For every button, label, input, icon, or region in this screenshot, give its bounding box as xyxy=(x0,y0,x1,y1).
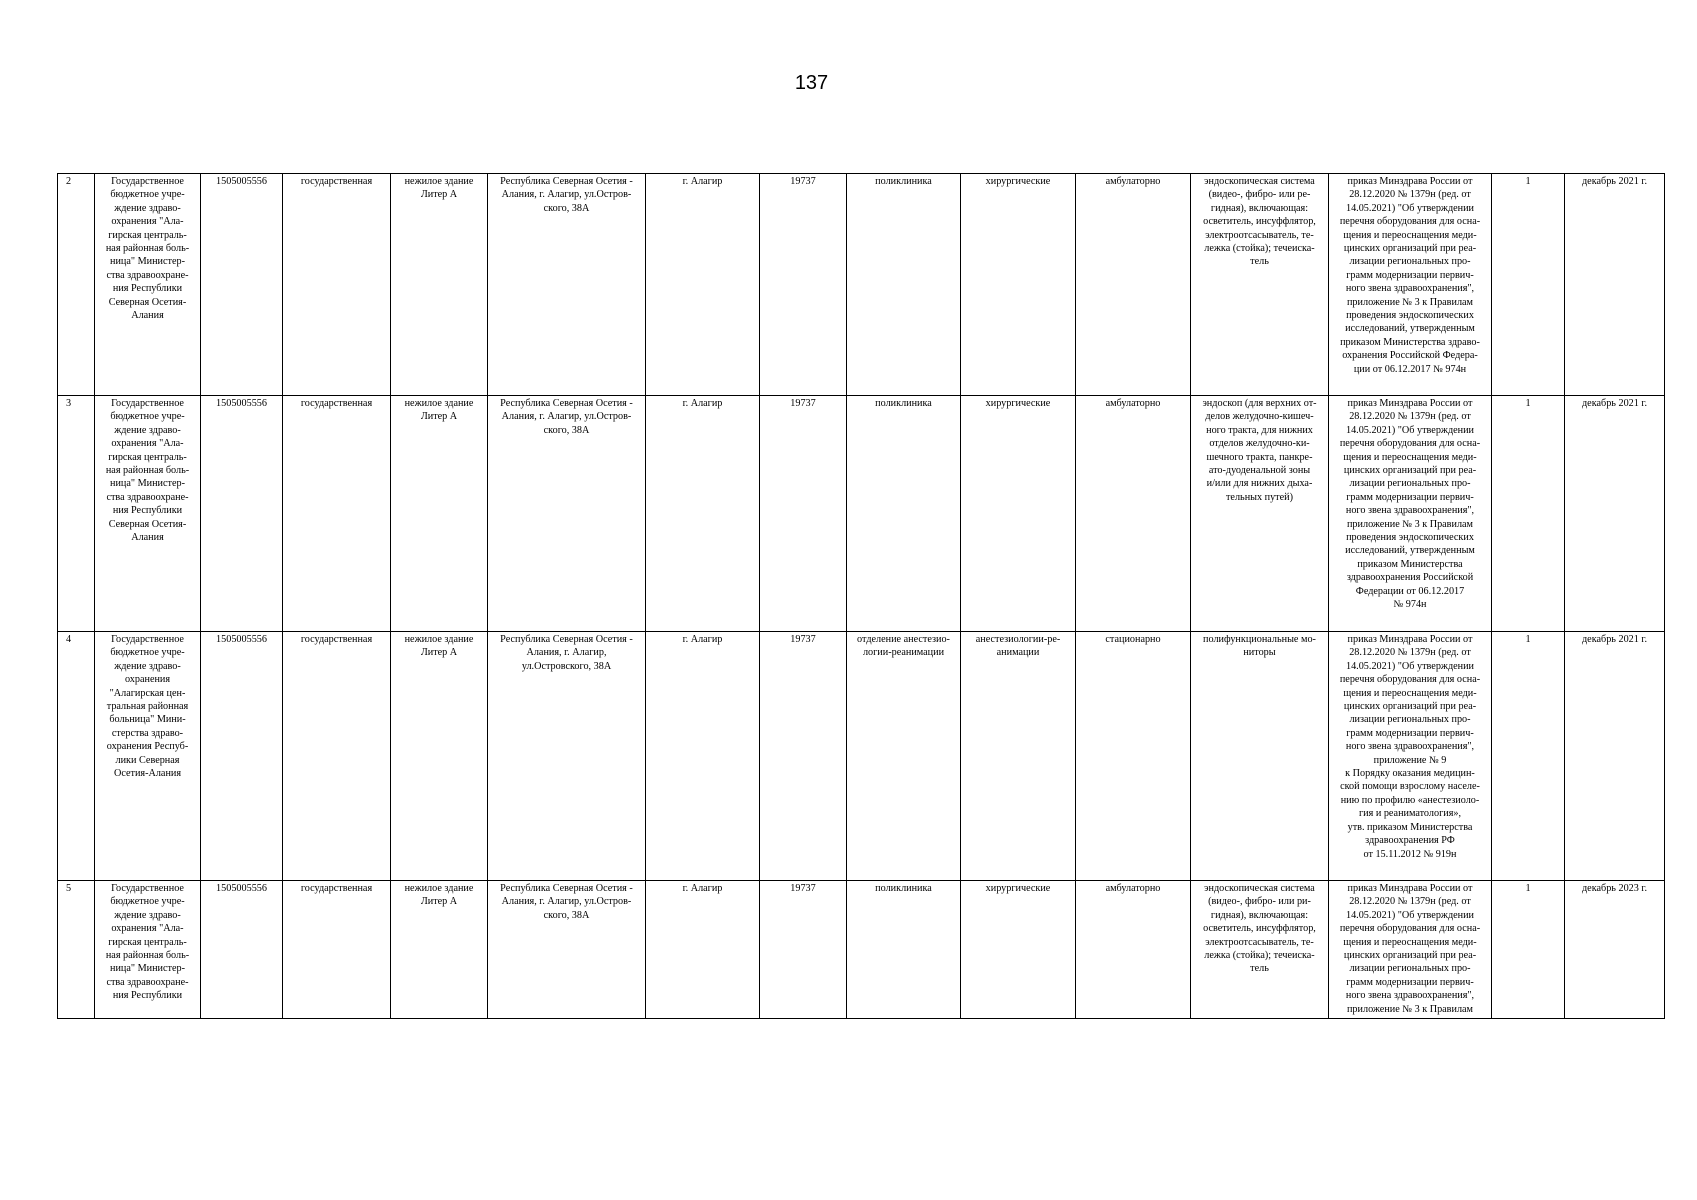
settlement-cell: г. Алагир xyxy=(646,396,760,632)
basis-cell: приказ Минздрава России от 28.12.2020 № 1379н (ред. от 14.05.2021) "Об утверждении перечня оборудования для осна- щения и переоснащения меди- цинских организаций при реа- лизации региональных про- грамм модернизации первич- ного звена здравоохранения", приложение № 3 к Правилам проведения эндоскопических исследований, утвержденным приказом Министерства здравоохранения Российской Федерации от 06.12.2017 № 974н xyxy=(1329,396,1492,632)
unit-cell: отделение анестезио- логии-реанимации xyxy=(847,632,961,881)
address-cell: Республика Северная Осетия - Алания, г. Алагир, ул.Остров- ского, 38А xyxy=(488,881,646,1019)
row-number-cell: 5 xyxy=(58,881,95,1019)
settlement-cell: г. Алагир xyxy=(646,881,760,1019)
organization-cell: Государственное бюджетное учре- ждение здраво- охранения "Ала- гирская централь- ная районная боль- ница" Министер- ства здравоохране- ния Республики Северная Осетия- Алания xyxy=(95,174,201,396)
organization-cell: Государственное бюджетное учре- ждение здраво- охранения "Ала- гирская централь- ная районная боль- ница" Министер- ства здравоохране- ния Республики Северная Осетия- Алания xyxy=(95,396,201,632)
quantity-cell: 1 xyxy=(1492,174,1565,396)
address-cell: Республика Северная Осетия - Алания, г. Алагир, ул.Островского, 38А xyxy=(488,632,646,881)
building-cell: нежилое здание Литер А xyxy=(391,632,488,881)
settlement-cell: г. Алагир xyxy=(646,174,760,396)
table-row xyxy=(58,396,1665,632)
deadline-cell: декабрь 2021 г. xyxy=(1565,396,1665,632)
ownership-cell: государственная xyxy=(283,396,391,632)
quantity-cell: 1 xyxy=(1492,396,1565,632)
basis-cell: приказ Минздрава России от 28.12.2020 № 1379н (ред. от 14.05.2021) "Об утверждении перечня оборудования для осна- щения и переоснащения меди- цинских организаций при реа- лизации региональных про- грамм модернизации первич- ного звена здравоохранения", приложение № 9 к Порядку оказания медицин- ской помощи взрослому населе- нию по профилю «анестезиоло- гия и реаниматология», утв. приказом Министерства здравоохранения РФ от 15.11.2012 № 919н xyxy=(1329,632,1492,881)
building-cell: нежилое здание Литер А xyxy=(391,396,488,632)
population-cell: 19737 xyxy=(760,174,847,396)
care-form-cell: амбулаторно xyxy=(1076,396,1191,632)
table-row xyxy=(58,174,1665,396)
settlement-cell: г. Алагир xyxy=(646,632,760,881)
address-cell: Республика Северная Осетия - Алания, г. Алагир, ул.Остров- ского, 38А xyxy=(488,174,646,396)
equipment-cell: эндоскопическая система (видео-, фибро- или ре- гидная), включающая: осветитель, инсуффлятор, электроотсасыватель, те- лежка (стойка); течеиска- тель xyxy=(1191,174,1329,396)
deadline-cell: декабрь 2023 г. xyxy=(1565,881,1665,1019)
quantity-cell: 1 xyxy=(1492,881,1565,1019)
unit-cell: поликлиника xyxy=(847,174,961,396)
population-cell: 19737 xyxy=(760,396,847,632)
deadline-cell: декабрь 2021 г. xyxy=(1565,632,1665,881)
basis-cell: приказ Минздрава России от 28.12.2020 № 1379н (ред. от 14.05.2021) "Об утверждении перечня оборудования для осна- щения и переоснащения меди- цинских организаций при реа- лизации региональных про- грамм модернизации первич- ного звена здравоохранения", приложение № 3 к Правилам xyxy=(1329,881,1492,1019)
building-cell: нежилое здание Литер А xyxy=(391,174,488,396)
table-row xyxy=(58,881,1665,1019)
profile-cell: хирургические xyxy=(961,396,1076,632)
row-number-cell: 2 xyxy=(58,174,95,396)
care-form-cell: стационарно xyxy=(1076,632,1191,881)
inn-cell: 1505005556 xyxy=(201,396,283,632)
unit-cell: поликлиника xyxy=(847,881,961,1019)
equipment-registry-table xyxy=(57,173,1665,1019)
inn-cell: 1505005556 xyxy=(201,174,283,396)
ownership-cell: государственная xyxy=(283,174,391,396)
deadline-cell: декабрь 2021 г. xyxy=(1565,174,1665,396)
quantity-cell: 1 xyxy=(1492,632,1565,881)
care-form-cell: амбулаторно xyxy=(1076,881,1191,1019)
row-number-cell: 3 xyxy=(58,396,95,632)
basis-cell: приказ Минздрава России от 28.12.2020 № 1379н (ред. от 14.05.2021) "Об утверждении перечня оборудования для осна- щения и переоснащения меди- цинских организаций при реа- лизации региональных про- грамм модернизации первич- ного звена здравоохранения", приложение № 3 к Правилам проведения эндоскопических исследований, утвержденным приказом Министерства здраво- охранения Российской Федера- ции от 06.12.2017 № 974н xyxy=(1329,174,1492,396)
population-cell: 19737 xyxy=(760,881,847,1019)
inn-cell: 1505005556 xyxy=(201,632,283,881)
address-cell: Республика Северная Осетия - Алания, г. Алагир, ул.Остров- ского, 38А xyxy=(488,396,646,632)
table-row xyxy=(58,632,1665,881)
organization-cell: Государственное бюджетное учре- ждение здраво- охранения "Ала- гирская централь- ная районная боль- ница" Министер- ства здравоохране- ния Республики xyxy=(95,881,201,1019)
profile-cell: хирургические xyxy=(961,881,1076,1019)
inn-cell: 1505005556 xyxy=(201,881,283,1019)
unit-cell: поликлиника xyxy=(847,396,961,632)
organization-cell: Государственное бюджетное учре- ждение здраво- охранения "Алагирская цен- тральная районная больница" Мини- стерства здраво- охранения Респуб- лики Северная Осетия-Алания xyxy=(95,632,201,881)
building-cell: нежилое здание Литер А xyxy=(391,881,488,1019)
equipment-cell: полифункциональные мо- ниторы xyxy=(1191,632,1329,881)
equipment-cell: эндоскоп (для верхних от- делов желудочно-кишеч- ного тракта, для нижних отделов желудочно-ки- шечного тракта, панкре- ато-дуоденальной зоны и/или для нижних дыха- тельных путей) xyxy=(1191,396,1329,632)
profile-cell: хирургические xyxy=(961,174,1076,396)
page-number: 137 xyxy=(794,72,829,94)
care-form-cell: амбулаторно xyxy=(1076,174,1191,396)
row-number-cell: 4 xyxy=(58,632,95,881)
equipment-cell: эндоскопическая система (видео-, фибро- или ри- гидная), включающая: осветитель, инсуффлятор, электроотсасыватель, те- лежка (стойка); течеиска- тель xyxy=(1191,881,1329,1019)
ownership-cell: государственная xyxy=(283,632,391,881)
ownership-cell: государственная xyxy=(283,881,391,1019)
population-cell: 19737 xyxy=(760,632,847,881)
profile-cell: анестезиологии-ре- анимации xyxy=(961,632,1076,881)
